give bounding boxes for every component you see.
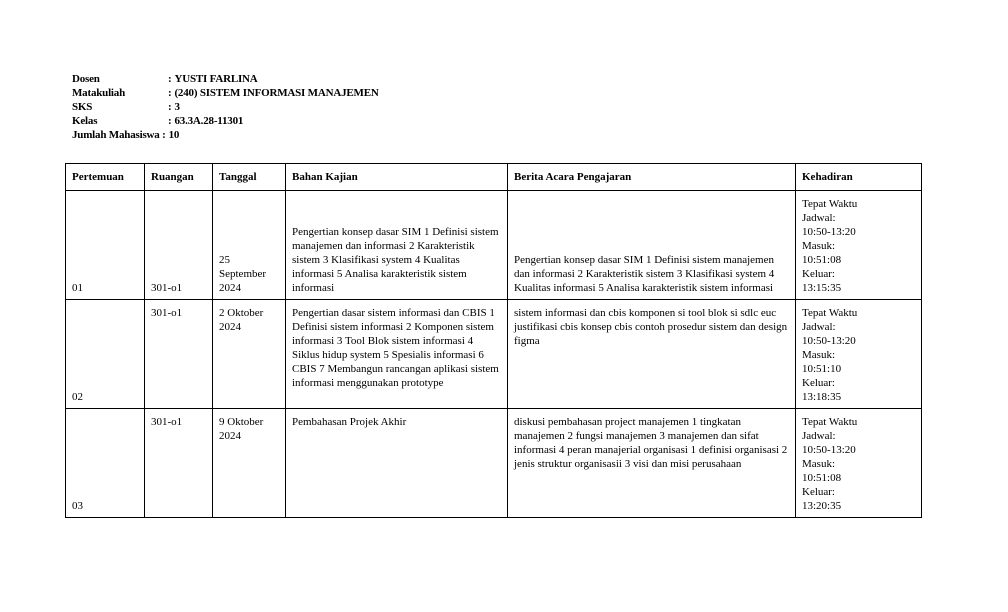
kehadiran-jadwal-label: Jadwal: — [802, 430, 836, 442]
header-pertemuan: Pertemuan — [66, 164, 145, 191]
info-row-matakuliah — [72, 86, 379, 100]
sks-separator: : — [168, 101, 172, 113]
kelas-value: 63.3A.28-11301 — [174, 115, 244, 127]
kehadiran-masuk: 10:51:10 — [802, 363, 842, 375]
dosen-value: YUSTI FARLINA — [174, 73, 258, 85]
kehadiran-jadwal-label: Jadwal: — [802, 321, 836, 333]
matakuliah-separator: : — [168, 87, 172, 99]
cell-ruangan: 301-o1 — [145, 300, 213, 409]
sks-label: SKS — [72, 101, 93, 113]
jumlah-label: Jumlah Mahasiswa — [72, 129, 160, 141]
kehadiran-status: Tepat Waktu — [802, 198, 858, 210]
cell-berita-acara: diskusi pembahasan project manajemen 1 tingkatan manajemen 2 fungsi manajemen 3 manajemen dan sifat informasi 4 peran manajerial organisasi 1 definisi organisasi 2 jenis struktur organisasii 3 visi dan misi perusahaan — [508, 409, 796, 518]
cell-tanggal: 2 Oktober 2024 — [213, 300, 286, 409]
jumlah-separator: : — [159, 129, 166, 141]
info-row-sks — [72, 100, 379, 114]
kehadiran-jadwal: 10:50-13:20 — [802, 335, 856, 347]
cell-ruangan: 301-o1 — [145, 409, 213, 518]
kehadiran-keluar-label: Keluar: — [802, 486, 835, 498]
kehadiran-keluar: 13:20:35 — [802, 500, 842, 512]
table-header-row — [66, 164, 922, 191]
cell-ruangan: 301-o1 — [145, 191, 213, 300]
header-ruangan: Ruangan — [145, 164, 213, 191]
kelas-label: Kelas — [72, 115, 98, 127]
kelas-separator: : — [168, 115, 172, 127]
dosen-label: Dosen — [72, 73, 100, 85]
kehadiran-masuk: 10:51:08 — [802, 472, 842, 484]
table-row — [66, 191, 922, 300]
info-row-dosen — [72, 72, 379, 86]
kehadiran-masuk-label: Masuk: — [802, 240, 835, 252]
cell-kehadiran — [796, 191, 922, 300]
attendance-table — [65, 163, 922, 518]
kehadiran-masuk: 10:51:08 — [802, 254, 842, 266]
kehadiran-keluar-label: Keluar: — [802, 377, 835, 389]
attendance-table-container — [65, 163, 921, 518]
header-bahan-kajian: Bahan Kajian — [286, 164, 508, 191]
cell-pertemuan: 03 — [66, 409, 145, 518]
kehadiran-jadwal: 10:50-13:20 — [802, 444, 856, 456]
cell-berita-acara: sistem informasi dan cbis komponen si tool blok si sdlc euc justifikasi cbis konsep cbis contoh prosedur sistem dan design figma — [508, 300, 796, 409]
cell-kehadiran — [796, 409, 922, 518]
matakuliah-value: (240) SISTEM INFORMASI MANAJEMEN — [174, 87, 379, 99]
info-row-kelas — [72, 114, 379, 128]
course-info — [72, 72, 379, 142]
cell-kehadiran — [796, 300, 922, 409]
cell-bahan-kajian: Pembahasan Projek Akhir — [286, 409, 508, 518]
kehadiran-status: Tepat Waktu — [802, 307, 858, 319]
dosen-separator: : — [168, 73, 172, 85]
kehadiran-jadwal: 10:50-13:20 — [802, 226, 856, 238]
cell-bahan-kajian: Pengertian dasar sistem informasi dan CBIS 1 Definisi sistem informasi 2 Komponen sistem informasi 3 Tool Blok sistem informasi 4 Siklus hidup system 5 Spesialis informasi 6 CBIS 7 Membangun rancangan aplikasi sistem informasi menggunakan prototype — [286, 300, 508, 409]
cell-pertemuan: 01 — [66, 191, 145, 300]
kehadiran-masuk-label: Masuk: — [802, 349, 835, 361]
table-row — [66, 409, 922, 518]
cell-berita-acara: Pengertian konsep dasar SIM 1 Definisi sistem manajemen dan informasi 2 Karakteristik sistem 3 Klasifikasi system 4 Kualitas informasi 5 Analisa karakteristik sistem informasi — [508, 191, 796, 300]
jumlah-value: 10 — [168, 129, 180, 141]
cell-pertemuan: 02 — [66, 300, 145, 409]
kehadiran-status: Tepat Waktu — [802, 416, 858, 428]
matakuliah-label: Matakuliah — [72, 87, 126, 99]
header-tanggal: Tanggal — [213, 164, 286, 191]
kehadiran-keluar: 13:18:35 — [802, 391, 842, 403]
kehadiran-keluar-label: Keluar: — [802, 268, 835, 280]
header-kehadiran: Kehadiran — [796, 164, 922, 191]
table-row — [66, 300, 922, 409]
sks-value: 3 — [174, 101, 180, 113]
info-row-jumlah — [72, 128, 379, 142]
kehadiran-keluar: 13:15:35 — [802, 282, 842, 294]
cell-tanggal: 25 September 2024 — [213, 191, 286, 300]
cell-bahan-kajian: Pengertian konsep dasar SIM 1 Definisi sistem manajemen dan informasi 2 Karakteristik sistem 3 Klasifikasi system 4 Kualitas informasi 5 Analisa karakteristik sistem informasi — [286, 191, 508, 300]
kehadiran-jadwal-label: Jadwal: — [802, 212, 836, 224]
cell-tanggal: 9 Oktober 2024 — [213, 409, 286, 518]
kehadiran-masuk-label: Masuk: — [802, 458, 835, 470]
header-berita-acara: Berita Acara Pengajaran — [508, 164, 796, 191]
